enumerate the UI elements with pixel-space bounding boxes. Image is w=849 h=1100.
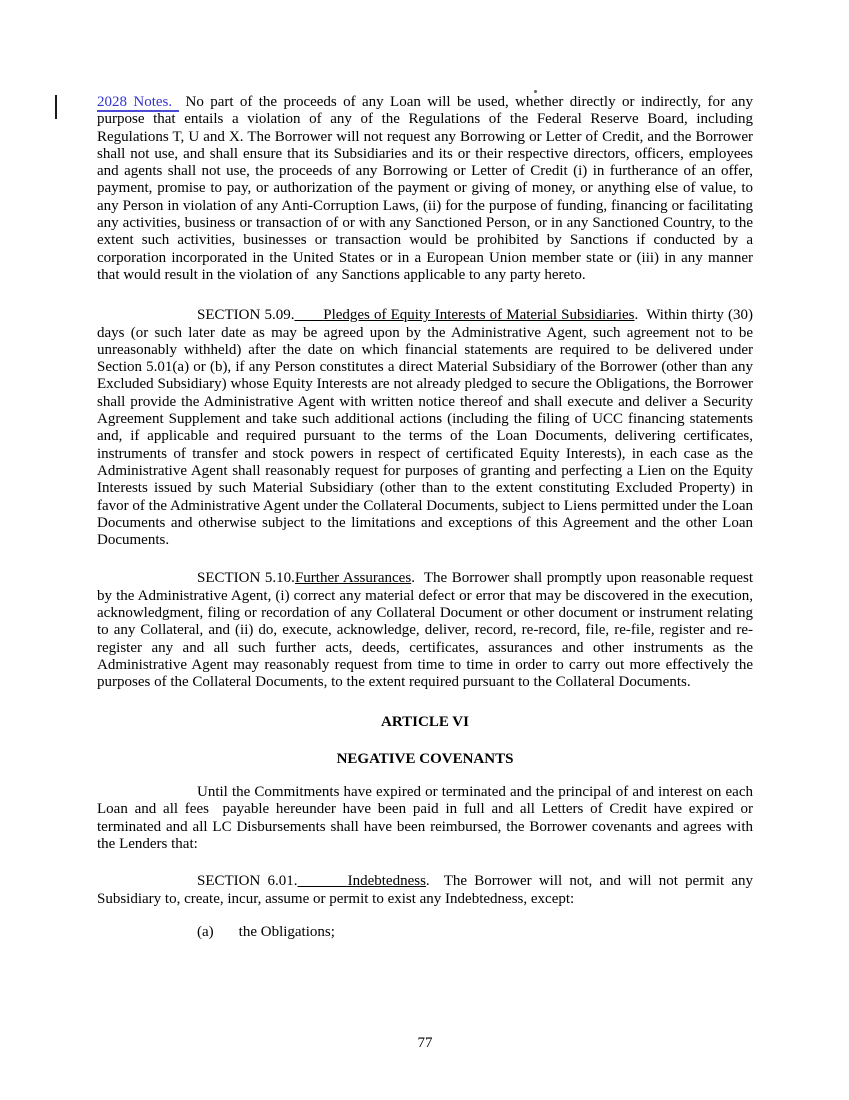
section-6-01-underlined-tab: [298, 873, 348, 889]
section-6-01-title: Indebtedness: [347, 873, 426, 890]
link-2028-notes[interactable]: 2028 Notes.: [97, 94, 179, 112]
list-item-a-text: the Obligations;: [238, 923, 335, 940]
covenants-lead-in-paragraph: Until the Commitments have expired or terminated and the principal of and interest on each Loan and all fees payable hereunder have been paid in full and all Letters of Credit have expired or terminated and all LC Disbursements shall have been reimbursed, the Borrower covenants and agrees with the Lenders that:: [97, 784, 753, 852]
section-5-09-body: Within thirty (30) days (or such later date as may be agreed upon by the Administrative Agent, such agreement not to be unreasonably withheld) after the date on which financial statements are required to be delivered under Section 5.01(a) or (b), if any Person constitutes a direct Material Subsidiary of the Borrower (other than any Excluded Subsidiary) whose Equity Interests are not already pledged to secure the Obligations, the Borrower shall provide the Administrative Agent with written notice thereof and shall execute and deliver a Security Agreement Supplement and take such additional actions (including the filing of UCC financing statements and, if applicable and required pursuant to the terms of the Loan Documents, delivering certificates, instruments of transfer and stock powers in respect of certificated Equity Interests), in each case as the Administrative Agent shall reasonably request for purposes of granting and perfecting a Lien on the Equity Interests issued by such Material Subsidiary (other than to the extent constituting Excluded Property) in favor of the Administrative Agent under the Collateral Documents, subject to Liens permitted under the Loan Documents and otherwise subject to the limitations and exceptions of this Agreement and the other Loan Documents.: [97, 307, 753, 549]
section-5-09-title: Pledges of Equity Interests of Material Subsidiaries: [323, 307, 635, 324]
section-5-09-label: SECTION 5.09.: [197, 307, 295, 324]
section-5-10-separator: .: [411, 570, 424, 587]
document-body: [97, 94, 753, 941]
page-number: 77: [417, 1035, 433, 1051]
section-5-10-body: The Borrower shall promptly upon reasonable request by the Administrative Agent, (i) correct any material defect or error that may be discovered in the execution, acknowledgment, filing or recordation of any Collateral Document or other document or instrument relating to any Collateral, and (ii) do, execute, acknowledge, deliver, record, re-record, file, re-file, register and re-register any and all such further acts, deeds, certificates, assurances and other instruments as the Administrative Agent may reasonably request from time to time in order to carry out more effectively the purposes of the Collateral Documents, to the extent required pursuant to the Collateral Documents.: [97, 570, 753, 691]
section-5-10-paragraph: [97, 570, 753, 691]
section-5-09-separator: .: [634, 307, 647, 324]
section-6-01-label: SECTION 6.01.: [197, 873, 298, 890]
negative-covenants-heading: NEGATIVE COVENANTS: [336, 750, 514, 767]
list-item-a-label: (a): [197, 923, 214, 940]
list-item-a: [97, 924, 753, 941]
section-5-09-paragraph: [97, 307, 753, 549]
section-5-10-title: Further Assurances: [294, 570, 412, 587]
section-6-01-separator: .: [425, 873, 444, 890]
paragraph-sanctions-text: No part of the proceeds of any Loan will be used, whether directly or indirectly, for any purpose that entails a violation of any of the Regulations of the Federal Reserve Board, including Regulations T, U and X. The Borrower will not request any Borrowing or Letter of Credit, and the Borrower shall not use, and shall ensure that its Subsidiaries and its or their respective directors, officers, employees and agents shall not use, the proceeds of any Borrowing or Letter of Credit (i) in furtherance of an offer, payment, promise to pay, or authorization of the payment or giving of money, or anything else of value, to any Person in violation of any Anti-Corruption Laws, (ii) for the purpose of funding, financing or facilitating any activities, business or transaction of or with any Sanctioned Person, or in any Sanctioned Country, to the extent such activities, businesses or transaction would be prohibited by Sanctions if conducted by a corporation incorporated in the United States or in a European Union member state or (iii) in any manner that would result in the violation of any Sanctions applicable to any party hereto.: [97, 94, 753, 283]
paragraph-sanctions: [97, 94, 753, 284]
section-5-10-label: SECTION 5.10.: [197, 570, 295, 587]
section-6-01-paragraph: [97, 873, 753, 908]
section-6-01-body: The Borrower will not, and will not permit any Subsidiary to, create, incur, assume or permit to exist any Indebtedness, except:: [97, 873, 754, 907]
stray-dot-artifact: [534, 90, 537, 93]
section-5-09-underlined-tab: [294, 307, 323, 323]
article-vi-heading: ARTICLE VI: [381, 713, 469, 730]
revision-change-bar: [55, 95, 57, 119]
